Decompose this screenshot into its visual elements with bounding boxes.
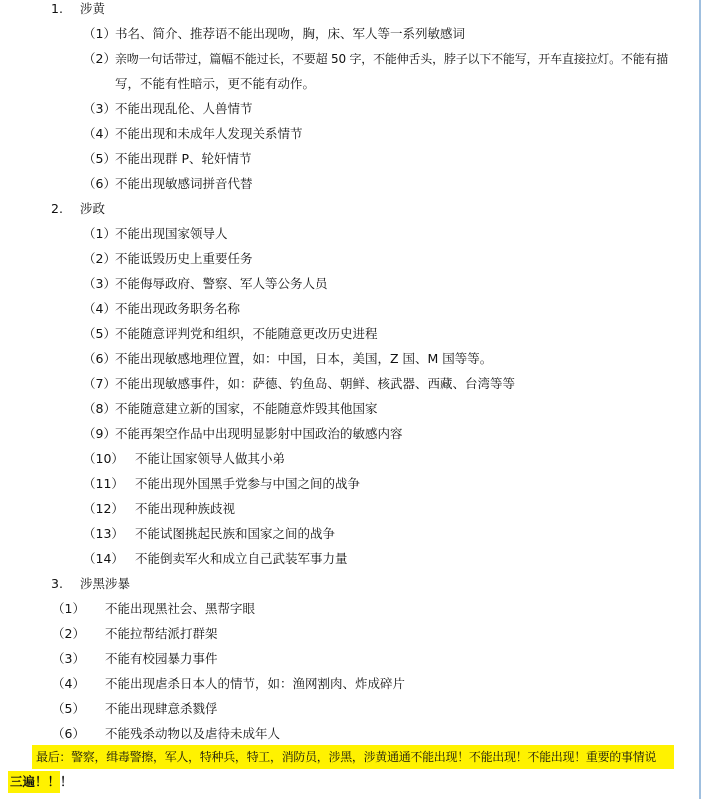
item-text: 亲吻一句话带过，篇幅不能过长，不要超 50 字，不能伸舌头，脖子以下不能写，开车直接拉灯。不能有描 (115, 52, 669, 66)
item-text: 不能试图挑起民族和国家之间的战争 (135, 526, 336, 541)
item-text: 不能有校园暴力事件 (105, 651, 218, 666)
section-title: 涉黑涉暴 (80, 576, 131, 591)
item-number: （1） (52, 601, 85, 616)
item-number: （12） (83, 501, 124, 516)
item-text: 不能出现群 P、轮奸情节 (115, 151, 252, 166)
item-text: 不能残杀动物以及虐待未成年人 (105, 726, 281, 741)
item-number: （1） (83, 226, 116, 241)
section-number: 2. (51, 201, 63, 216)
item-text: 不能再架空作品中出现明显影射中国政治的敏感内容 (115, 426, 403, 441)
section-title: 涉黄 (80, 1, 106, 16)
section-number: 1. (51, 1, 63, 16)
item-number: （11） (83, 476, 124, 491)
item-number: （9） (83, 426, 116, 441)
item-text: 不能出现政务职务名称 (115, 301, 241, 316)
item-text-continued: 写，不能有性暗示，更不能有动作。 (115, 76, 316, 91)
item-number: （5） (52, 701, 85, 716)
item-text: 不能出现和未成年人发现关系情节 (115, 126, 303, 141)
item-text: 不能出现外国黑手党参与中国之间的战争 (135, 476, 361, 491)
item-text: 不能倒卖军火和成立自己武装军事力量 (135, 551, 348, 566)
item-text: 不能出现敏感词拼音代替 (115, 176, 253, 191)
item-number: （6） (83, 176, 116, 191)
item-number: （5） (83, 151, 116, 166)
item-text: 不能随意建立新的国家，不能随意炸毁其他国家 (115, 401, 378, 416)
conclusion-text: 最后：警察，缉毒警擦，军人，特种兵，特工，消防员，涉黑，涉黄通通不能出现！不能出现！不能出现！重要的事情说 (36, 750, 657, 764)
item-text: 不能让国家领导人做其小弟 (135, 451, 286, 466)
item-text: 不能出现敏感事件，如：萨德、钓鱼岛、朝鲜、核武器、西藏、台湾等等 (115, 376, 516, 391)
item-number: （10） (83, 451, 124, 466)
item-number: （4） (83, 301, 116, 316)
item-number: （2） (83, 251, 116, 266)
item-text: 不能出现国家领导人 (115, 226, 228, 241)
section-title: 涉政 (80, 201, 106, 216)
item-text: 不能出现敏感地理位置，如：中国，日本，美国，Z 国、M 国等等。 (115, 351, 493, 366)
item-text: 不能侮辱政府、警察、军人等公务人员 (115, 276, 328, 291)
item-number: （6） (52, 726, 85, 741)
item-number: （8） (83, 401, 116, 416)
item-number: （1） (83, 26, 116, 41)
item-number: （3） (52, 651, 85, 666)
item-text: 不能出现虐杀日本人的情节，如：渔网割肉、炸成碎片 (105, 676, 406, 691)
item-number: （2） (52, 626, 85, 641)
item-text: 不能随意评判党和组织，不能随意更改历史进程 (115, 326, 378, 341)
item-text: 书名、简介、推荐语不能出现吻，胸，床、军人等一系列敏感词 (115, 26, 466, 41)
item-text: 不能拉帮结派打群架 (105, 626, 218, 641)
item-text: 不能出现种族歧视 (135, 501, 236, 516)
item-text: 不能出现乱伦、人兽情节 (115, 101, 253, 116)
item-text: 不能出现黑社会、黑帮字眼 (105, 601, 256, 616)
item-number: （4） (52, 676, 85, 691)
item-number: （4） (83, 126, 116, 141)
item-number: （2） (83, 51, 116, 66)
section-number: 3. (51, 576, 63, 591)
item-number: （7） (83, 376, 116, 391)
item-number: （6） (83, 351, 116, 366)
item-text: 不能诋毁历史上重要任务 (115, 251, 253, 266)
item-number: （5） (83, 326, 116, 341)
item-number: （3） (83, 276, 116, 291)
item-number: （13） (83, 526, 124, 541)
item-number: （3） (83, 101, 116, 116)
item-text: 不能出现肆意杀戮俘 (105, 701, 218, 716)
item-number: （14） (83, 551, 124, 566)
conclusion-text-continued: 三遍！！！ (10, 774, 73, 789)
